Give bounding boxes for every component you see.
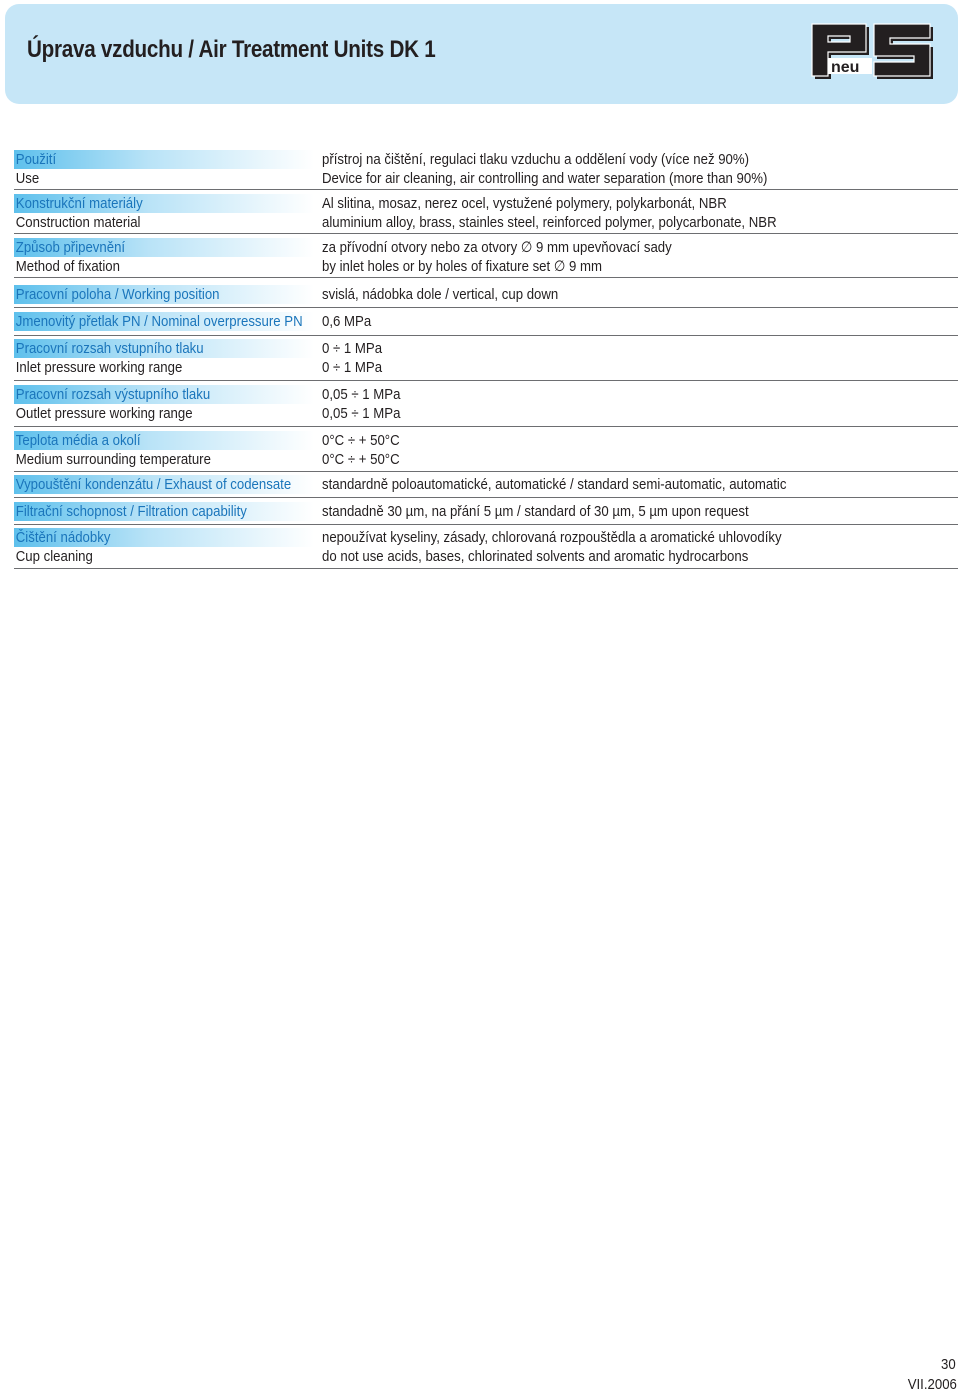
label-en: Inlet pressure working range [15,359,183,376]
value-en: 0,05 ÷ 1 MPa [322,405,401,422]
value: 0,6 MPa [322,313,372,330]
value-cz: 0 ÷ 1 MPa [322,340,383,357]
value-en: 0 ÷ 1 MPa [322,359,383,376]
label-cz: Použití [15,151,57,168]
label-en: Outlet pressure working range [15,405,193,422]
value-en: aluminium alloy, brass, stainles steel, reinforced polymer, polycarbonate, NBR [322,214,777,231]
value: standardně poloautomatické, automatické / standard semi-automatic, automatic [322,476,787,493]
page-number: 30 [941,1356,956,1373]
label-en: Medium surrounding temperature [15,451,211,468]
value-en: by inlet holes or by holes of fixature set ∅ 9 mm [322,258,603,275]
label-highlight [14,150,314,169]
label-cz: Jmenovitý přetlak PN / Nominal overpressure PN [15,313,303,330]
label-cz: Pracovní poloha / Working position [15,286,220,303]
label-en: Method of fixation [15,258,120,275]
value-cz: za přívodní otvory nebo za otvory ∅ 9 mm upevňovací sady [322,239,672,256]
value-cz: Al slitina, mosaz, nerez ocel, vystužené polymery, polykarbonát, NBR [322,195,727,212]
label-cz: Teplota média a okolí [15,432,141,449]
label-en: Cup cleaning [15,548,93,565]
pneu-logo [810,22,934,80]
label-cz: Vypouštění kondenzátu / Exhaust of codensate [15,476,292,493]
label-cz: Filtrační schopnost / Filtration capability [15,503,247,520]
label-cz: Konstrukční materiály [15,195,143,212]
spec-row-construction-material [14,189,958,234]
spec-row-temperature [14,426,958,472]
label-cz: Čištění nádobky [15,529,111,546]
spec-row-inlet-pressure [14,335,958,381]
spec-row-working-position [14,277,958,308]
label-cz: Způsob připevnění [15,239,126,256]
value-en: Device for air cleaning, air controlling and water separation (more than 90%) [322,170,768,187]
spec-row-filtration-capability [14,497,958,525]
spec-row-cup-cleaning [14,524,958,569]
label-en: Use [15,170,40,187]
svg-text:neu: neu [831,59,860,76]
value-cz: přístroj na čištění, regulaci tlaku vzduchu a oddělení vody (více než 90%) [322,151,750,168]
value-cz: 0,05 ÷ 1 MPa [322,386,401,403]
value-cz: nepoužívat kyseliny, zásady, chlorovaná rozpouštědla a aromatické uhlovodíky [322,529,782,546]
spec-row-method-of-fixation [14,233,958,278]
spec-row-exhaust-of-condensate [14,471,958,498]
spec-row-use [14,145,958,190]
label-en: Construction material [15,214,141,231]
value: standadně 30 µm, na přání 5 µm / standard of 30 µm, 5 µm upon request [322,503,749,520]
page-date: VII.2006 [907,1376,957,1393]
page-title: Úprava vzduchu / Air Treatment Units DK 1 [27,36,436,63]
spec-row-outlet-pressure [14,380,958,427]
value-en: 0°C ÷ + 50°C [322,451,400,468]
value-en: do not use acids, bases, chlorinated solvents and aromatic hydrocarbons [322,548,749,565]
label-cz: Pracovní rozsah vstupního tlaku [15,340,204,357]
label-cz: Pracovní rozsah výstupního tlaku [15,386,211,403]
value-cz: 0°C ÷ + 50°C [322,432,400,449]
spec-row-nominal-overpressure [14,307,958,336]
value: svislá, nádobka dole / vertical, cup down [322,286,559,303]
